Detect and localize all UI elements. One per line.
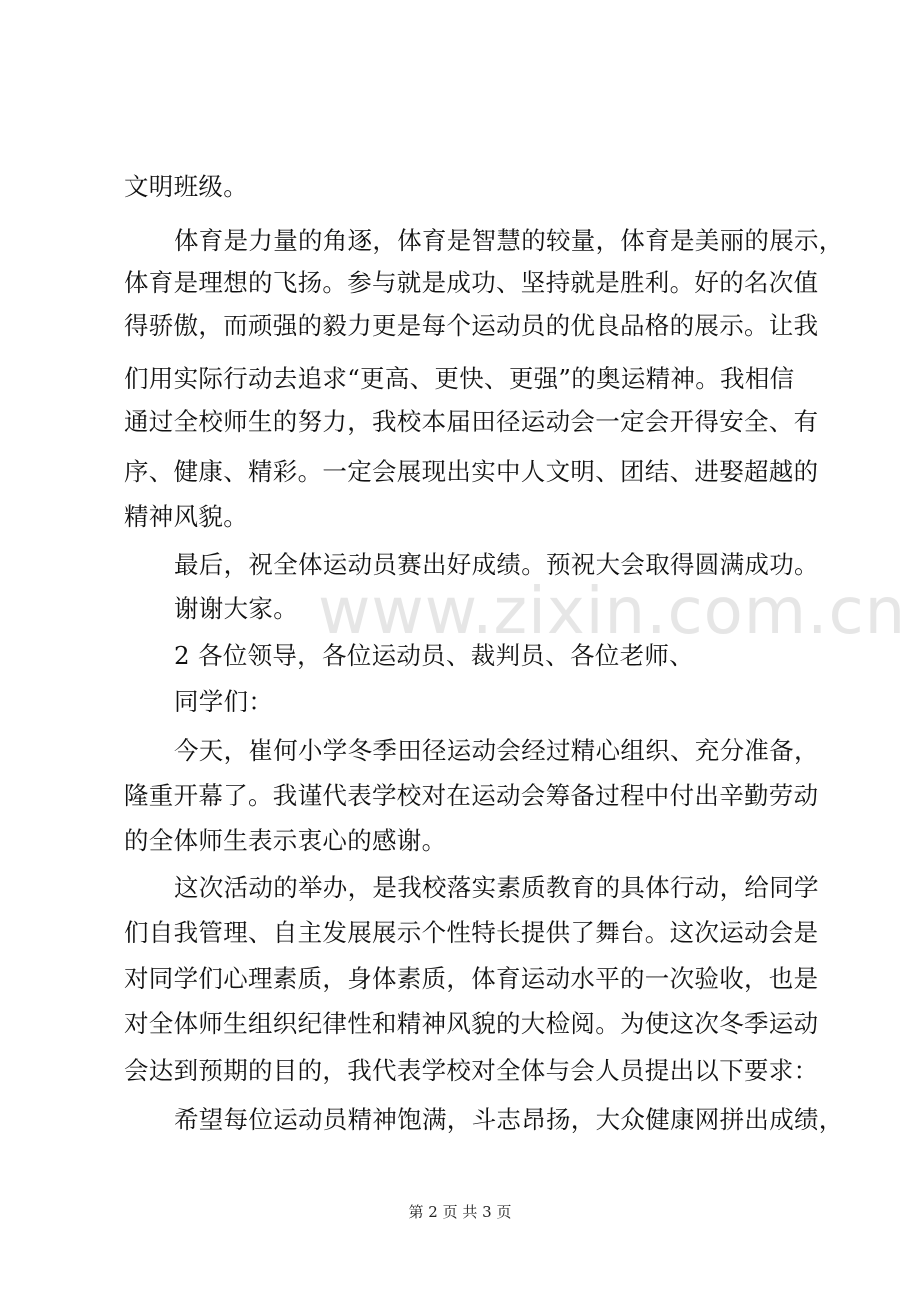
text-line: 体育是理想的飞扬。参与就是成功、坚持就是胜利。好的名次值 bbox=[124, 268, 819, 297]
text-line: 体育是力量的角逐，体育是智慧的较量，体育是美丽的展示， bbox=[174, 226, 844, 255]
text-line: 最后，祝全体运动员赛出好成绩。预祝大会取得圆满成功。 bbox=[174, 550, 819, 579]
text-line: 文明班级。 bbox=[124, 172, 248, 201]
text-line: 今天，崔何小学冬季田径运动会经过精心组织、充分准备， bbox=[174, 736, 819, 765]
text-line: 谢谢大家。 bbox=[174, 594, 298, 623]
text-line: 序、健康、精彩。一定会展现出实中人文明、团结、进娶超越的 bbox=[124, 457, 819, 486]
text-line: 对同学们心理素质，身体素质，体育运动水平的一次验收，也是 bbox=[124, 964, 819, 993]
page-footer: 第 2 页 共 3 页 bbox=[408, 1203, 512, 1221]
watermark: www.zixin.com.cn bbox=[318, 575, 907, 649]
text-line: 这次活动的举办，是我校落实素质教育的具体行动，给同学 bbox=[174, 873, 819, 902]
text-line: 们用实际行动去追求“更高、更快、更强”的奥运精神。我相信 bbox=[124, 364, 795, 393]
text-line: 们自我管理、自主发展展示个性特长提供了舞台。这次运动会是 bbox=[124, 918, 819, 947]
text-line: 的全体师生表示衷心的感谢。 bbox=[124, 826, 447, 855]
text-line: 同学们： bbox=[174, 687, 274, 716]
text-line: 会达到预期的目的，我代表学校对全体与会人员提出以下要求： bbox=[124, 1056, 819, 1085]
text-line: 2 各位领导，各位运动员、裁判员、各位老师、 bbox=[174, 641, 694, 670]
text-line: 隆重开幕了。我谨代表学校对在运动会筹备过程中付出辛勤劳动 bbox=[124, 781, 819, 810]
text-line: 希望每位运动员精神饱满，斗志昂扬，大众健康网拼出成绩， bbox=[174, 1105, 844, 1134]
text-line: 精神风貌。 bbox=[124, 502, 248, 531]
text-line: 通过全校师生的努力，我校本届田径运动会一定会开得安全、有 bbox=[124, 407, 819, 436]
text-line: 对全体师生组织纪律性和精神风貌的大检阅。为使这次冬季运动 bbox=[124, 1009, 819, 1038]
text-line: 得骄傲，而顽强的毅力更是每个运动员的优良品格的展示。让我 bbox=[124, 311, 819, 340]
